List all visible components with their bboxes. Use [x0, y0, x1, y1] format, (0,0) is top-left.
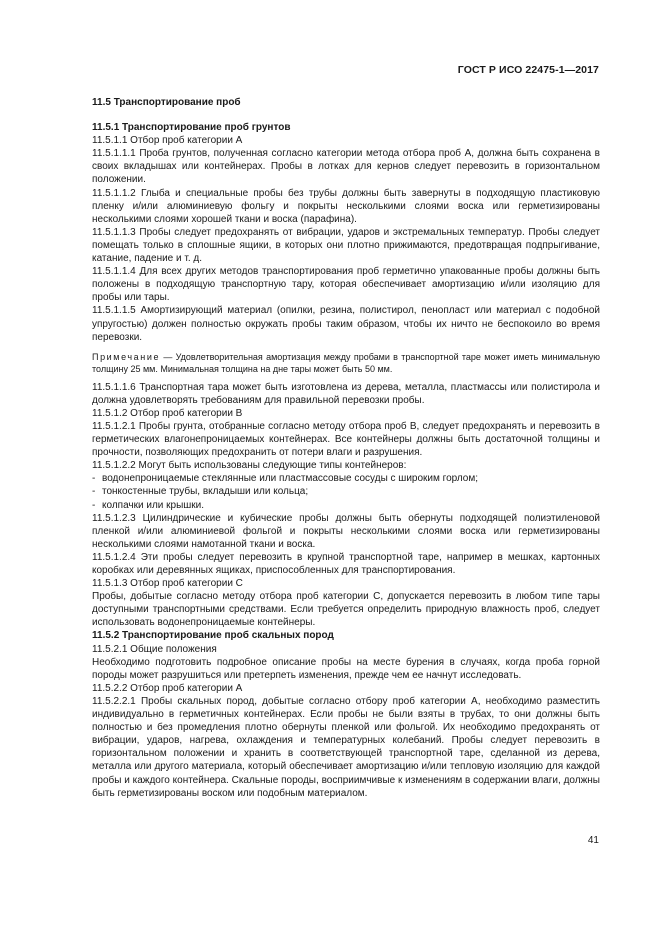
list-item-text: тонкостенные трубы, вкладыши или кольца;: [102, 486, 309, 498]
note-text: — Удовлетворительная амортизация между пробами в транспортной таре может иметь минимальную толщину 25 мм. Минимальная толщина на дне тары может быть 50 мм.: [92, 351, 600, 374]
paragraph: 11.5.1.1.1 Проба грунтов, полученная согласно категории метода отбора проб А, должна быть сохранена в своих вкладышах или контейнерах. Пробы в лотках для кернов следует перевозить в горизонтальном положении.: [92, 148, 600, 186]
bullet-mark: -: [92, 499, 96, 511]
paragraph: 11.5.1.1.2 Глыба и специальные пробы без трубы должны быть завернуты в подходящую пластиковую пленку и/или алюминиевую фольгу и покрыты несколькими слоями воска или герметизированы несколькими слоями хорошей ткани и воска (парафина).: [92, 187, 600, 225]
page-number: 41: [587, 835, 599, 846]
section-title: 11.5 Транспортирование проб: [92, 97, 241, 108]
document-header: ГОСТ Р ИСО 22475-1—2017: [457, 64, 599, 76]
list-item-text: колпачки или крышки.: [102, 499, 205, 511]
paragraph: 11.5.1.2 Отбор проб категории В: [92, 407, 243, 419]
paragraph: 11.5.2.2 Отбор проб категории А: [92, 682, 243, 694]
note: [92, 351, 600, 375]
note-label: Примечание: [92, 351, 161, 362]
paragraph: 11.5.1.2.2 Могут быть использованы следующие типы контейнеров:: [92, 460, 407, 472]
paragraph: 11.5.1.2.3 Цилиндрические и кубические пробы должны быть обернуты подходящей полиэтиленовой пленкой и/или алюминиевой фольгой и покрыты несколькими слоями воска или герметизированы несколькими слоями намотанной ткани и воска.: [92, 512, 600, 550]
subsection-title-soils: 11.5.1 Транспортирование проб грунтов: [92, 122, 291, 134]
list-item-text: водонепроницаемые стеклянные или пластмассовые сосуды с широким горлом;: [102, 473, 479, 485]
paragraph: 11.5.2.1 Общие положения: [92, 643, 217, 655]
paragraph: 11.5.1.2.4 Эти пробы следует перевозить в крупной транспортной таре, например в мешках, картонных коробках или деревянных ящиках, приспособленных для транспортирования.: [92, 551, 600, 576]
document-body: [92, 96, 600, 800]
list-item: [92, 472, 600, 485]
paragraph: 11.5.2.2.1 Пробы скальных пород, добытые согласно отбору проб категории А, необходимо разместить индивидуально в герметичных контейнерах. Если пробы не были взяты в трубах, то они должны быть полностью и без промедления плотно обернуты пленкой или фольгой. Их необходимо предохранять от вибрации, ударов, нагрева, охлаждения и температурных колебаний. Пробы следует перевозить в горизонтальном положении и хранить в соответствующей транспортной таре, сделанной из дерева, металла или другого материала, который обеспечивает амортизацию и/или тепловую изоляцию для каждой пробы и каждого контейнера. Скальные породы, восприимчивые к изменениям в содержании влаги, должны быть герметизированы воском или подобным материалом.: [92, 695, 600, 799]
bullet-mark: -: [92, 486, 96, 498]
paragraph: 11.5.1.1 Отбор проб категории А: [92, 135, 243, 147]
subsection-title-rocks: 11.5.2 Транспортирование проб скальных пород: [92, 630, 334, 642]
list-item: [92, 485, 600, 498]
paragraph: 11.5.1.1.3 Пробы следует предохранять от вибрации, ударов и экстремальных температур. Пробы следует помещать только в сплошные ящики, в которых они плотно прижимаются, предотвращая подпрыгивание, катание, падение и т. д.: [92, 226, 600, 265]
bullet-mark: -: [92, 473, 96, 485]
paragraph: 11.5.1.2.1 Пробы грунта, отобранные согласно методу отбора проб В, следует предохранять и перевозить в герметических влагонепроницаемых контейнерах. Все контейнеры должны быть достаточной толщины и прочности, позволяющих предохранить от потери влаги и разрушения.: [92, 420, 600, 459]
paragraph: 11.5.1.3 Отбор проб категории С: [92, 578, 243, 590]
list-item: [92, 499, 600, 512]
paragraph: Необходимо подготовить подробное описание пробы на месте бурения в случаях, когда проба горной породы может разрушиться или претерпеть изменения, прежде чем ее начнут исследовать.: [92, 656, 600, 681]
paragraph: 11.5.1.1.5 Амортизирующий материал (опилки, резина, полистирол, пенопласт или материал с подобной упругостью) должен полностью окружать пробы таким образом, чтобы их ничто не беспокоило во время перевозки.: [92, 305, 600, 343]
paragraph: Пробы, добытые согласно методу отбора проб категории С, допускается перевозить в любом типе тары доступными транспортными средствами. Если требуется определить природную влажность проб, следует использовать водонепроницаемые контейнеры.: [92, 591, 600, 629]
paragraph: 11.5.1.1.4 Для всех других методов транспортирования проб герметично упакованные пробы должны быть положены в подходящую транспортную тару, которая обеспечивает амортизацию и/или изоляцию для пробы или тары.: [92, 266, 600, 304]
paragraph: 11.5.1.1.6 Транспортная тара может быть изготовлена из дерева, металла, пластмассы или полистирола и должна удовлетворять требованиям для правильной перевозки пробы.: [92, 381, 600, 406]
